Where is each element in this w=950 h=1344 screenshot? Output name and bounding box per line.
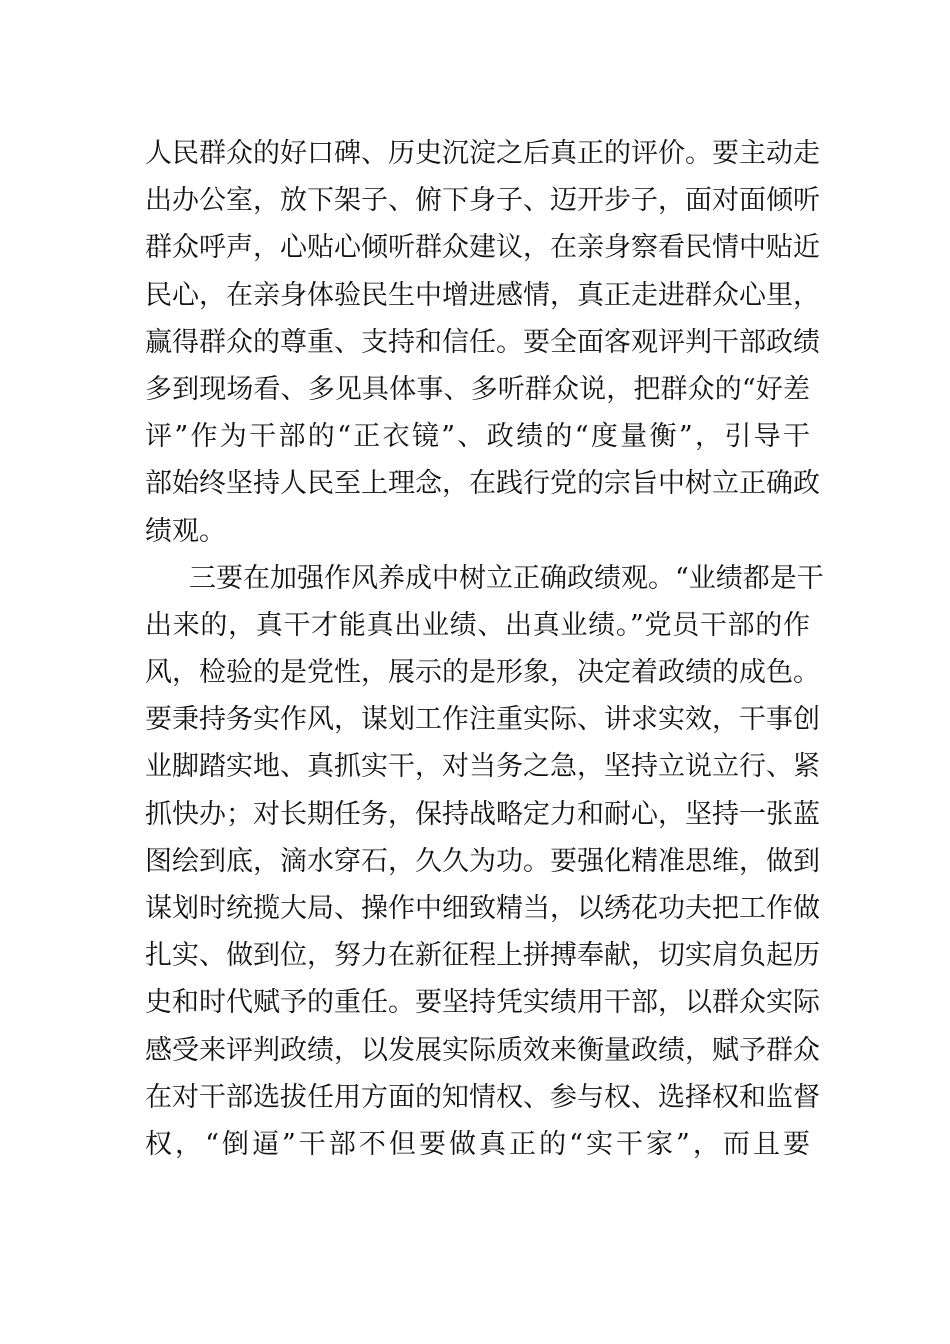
text-line: 群众呼声，心贴心倾听群众建议，在亲身察看民情中贴近	[145, 232, 820, 264]
text-line: 抓快办；对长期任务，保持战略定力和耐心，坚持一张蓝	[145, 798, 820, 830]
text-line: 多到现场看、多见具体事、多听群众说，把群众的“好差	[145, 373, 810, 405]
text-line: 风，检验的是党性，展示的是形象，决定着政绩的成色。	[145, 657, 820, 689]
text-line: 赢得群众的尊重、支持和信任。要全面客观评判干部政绩	[145, 326, 820, 358]
text-line: 部始终坚持人民至上理念，在践行党的宗旨中树立正确政	[145, 468, 820, 500]
text-line: 权，“倒逼”干部不但要做真正的“实干家”，而且要	[145, 1128, 810, 1160]
text-line: 感受来评判政绩，以发展实际质效来衡量政绩，赋予群众	[145, 1034, 820, 1066]
text-line: 民心，在亲身体验民生中增进感情，真正走进群众心里，	[145, 279, 820, 311]
text-line: 业脚踏实地、真抓实干，对当务之急，坚持立说立行、紧	[145, 751, 820, 783]
text-line: 谋划时统揽大局、操作中细致精当，以绣花功夫把工作做	[145, 893, 820, 924]
text-line: 出来的，真干才能真出业绩、出真业绩。”党员干部的作	[145, 609, 810, 641]
text-line: 出办公室，放下架子、俯下身子、迈开步子，面对面倾听	[145, 185, 820, 217]
text-line: 史和时代赋予的重任。要坚持凭实绩用干部，以群众实际	[145, 987, 820, 1019]
text-line: 要秉持务实作风，谋划工作注重实际、讲求实效，干事创	[145, 704, 820, 736]
text-line: 评”作为干部的“正衣镜”、政绩的“度量衡”，引导干	[145, 421, 810, 453]
body-text	[145, 130, 824, 1168]
text-line: 绩观。	[145, 515, 226, 547]
paragraph-start-line: 三要在加强作风养成中树立正确政绩观。“业绩都是干	[189, 562, 824, 594]
text-line: 在对干部选拔任用方面的知情权、参与权、选择权和监督	[145, 1081, 820, 1113]
text-line: 图绘到底，滴水穿石，久久为功。要强化精准思维，做到	[145, 845, 820, 877]
text-line: 人民群众的好口碑、历史沉淀之后真正的评价。要主动走	[145, 138, 820, 169]
text-line: 扎实、做到位，努力在新征程上拼搏奉献，切实肩负起历	[145, 940, 820, 972]
